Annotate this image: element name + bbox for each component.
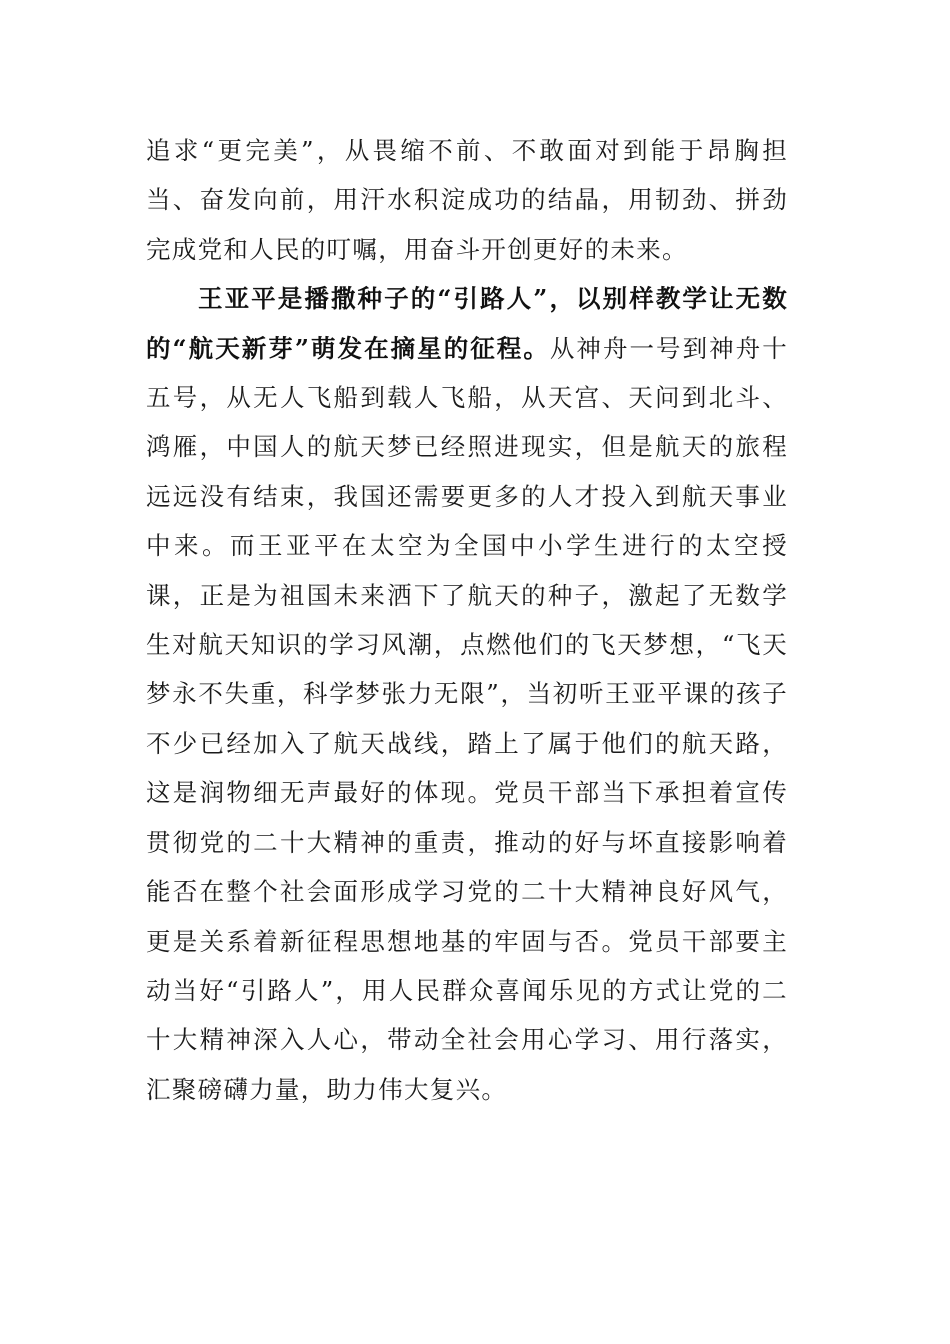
paragraph-text: 追求“更完美”，从畏缩不前、不敢面对到能于昂胸担当、奋发向前，用汗水积淀成功的结晶，用韧劲、拼劲完成党和人民的叮嘱，用奋斗开创更好的未来。 bbox=[146, 136, 788, 264]
document-body bbox=[146, 126, 788, 1114]
paragraph-lead-sentence: 王亚平是播撒种子的“引路人”，以别样教学让无数的“航天新芽”萌发在摘星的征程。 bbox=[146, 284, 788, 363]
paragraph-text: 从神舟一号到神舟十五号，从无人飞船到载人飞船，从天宫、天问到北斗、鸿雁，中国人的航天梦已经照进现实，但是航天的旅程远远没有结束，我国还需要更多的人才投入到航天事业中来。而王亚平在太空为全国中小学生进行的太空授课，正是为祖国未来洒下了航天的种子，激起了无数学生对航天知识的学习风潮，点燃他们的飞天梦想，“飞天梦永不失重，科学梦张力无限”，当初听王亚平课的孩子不少已经加入了航天战线，踏上了属于他们的航天路，这是润物细无声最好的体现。党员干部当下承担着宣传贯彻党的二十大精神的重责，推动的好与坏直接影响着能否在整个社会面形成学习党的二十大精神良好风气，更是关系着新征程思想地基的牢固与否。党员干部要主动当好“引路人”，用人民群众喜闻乐见的方式让党的二十大精神深入人心，带动全社会用心学习、用行落实，汇聚磅礴力量，助力伟大复兴。 bbox=[146, 333, 788, 1104]
paragraph-continuation bbox=[146, 126, 788, 274]
paragraph-wang-yaping bbox=[146, 274, 788, 1114]
